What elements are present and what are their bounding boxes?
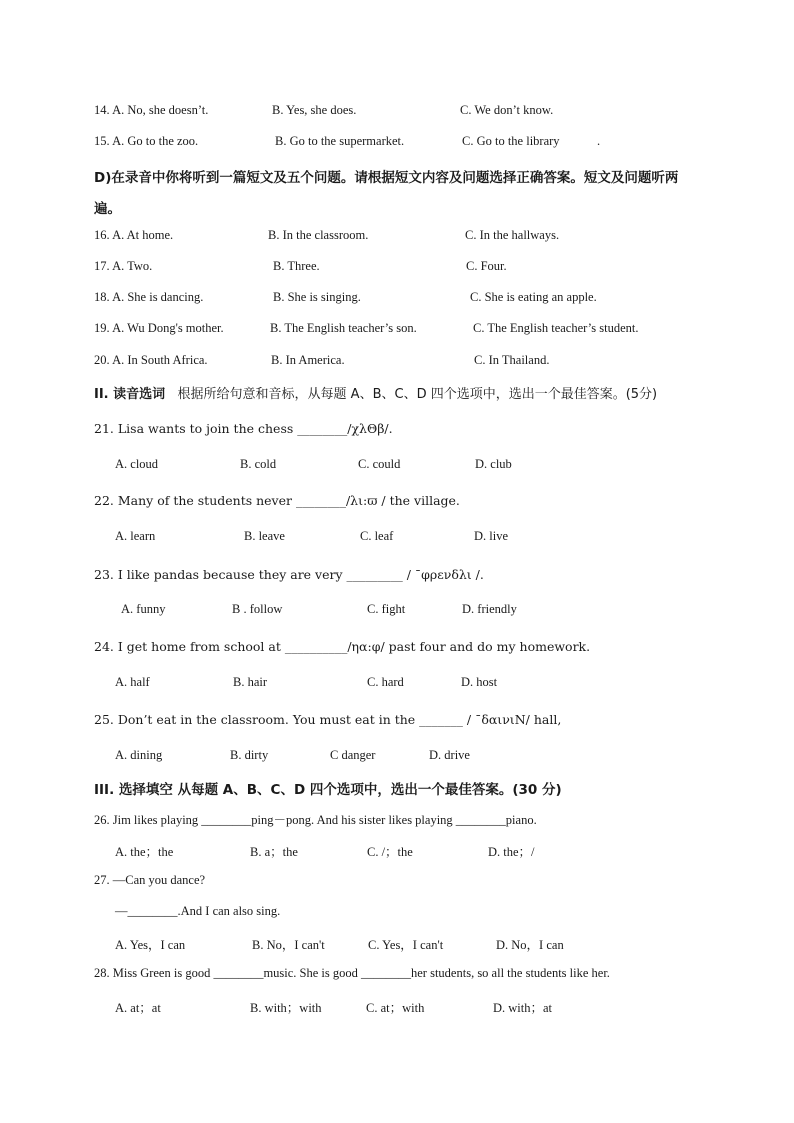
question-21: 21. Lisa wants to join the chess ________/χλΘβ/. xyxy=(94,421,393,436)
question-27-response: —________.And I can also sing. xyxy=(115,904,281,918)
option-d: D. with；at xyxy=(493,1001,553,1015)
question-28: 28. Miss Green is good ________music. She is good ________her students, so all the students like her. xyxy=(94,966,610,980)
option-b: B . follow xyxy=(232,602,283,616)
section-3-heading: III. 选择填空 从每题 A、B、C、D 四个选项中，选出一个最佳答案。(30 分) xyxy=(94,782,562,798)
option-b: B. The English teacher’s son. xyxy=(270,321,417,335)
option-b: B. dirty xyxy=(230,748,269,762)
option-b: B. Yes, she does. xyxy=(272,103,357,117)
option-c: C. /；the xyxy=(367,845,413,859)
option-b: B. leave xyxy=(244,529,285,543)
option-a: A. Yes，I can xyxy=(115,938,186,952)
option-a: A. at；at xyxy=(115,1001,161,1015)
option-b: B. cold xyxy=(240,457,277,471)
option-c: C. could xyxy=(358,457,401,471)
option-a: A. Go to the zoo. xyxy=(112,134,199,148)
option-a: A. half xyxy=(115,675,150,689)
option-a: A. learn xyxy=(115,529,156,543)
option-c: C. In the hallways. xyxy=(465,228,560,242)
option-a: A. dining xyxy=(115,748,163,762)
option-d: D. drive xyxy=(429,748,470,762)
option-d: D. friendly xyxy=(462,602,517,616)
section-d-heading-cont: 遍。 xyxy=(94,201,121,217)
option-c: C. at；with xyxy=(366,1001,425,1015)
option-a: A. Wu Dong's mother. xyxy=(112,321,224,335)
option-c: C. The English teacher’s student. xyxy=(473,321,639,335)
option-c: C. We don’t know. xyxy=(460,103,554,117)
option-c: C. Go to the library xyxy=(462,134,560,148)
option-a: A. cloud xyxy=(115,457,159,471)
option-d: D. club xyxy=(475,457,512,471)
section-d-heading: D)在录音中你将听到一篇短文及五个问题。请根据短文内容及问题选择正确答案。短文及问题听两 xyxy=(94,170,679,186)
option-c: C. She is eating an apple. xyxy=(470,290,597,304)
option-b: B. In America. xyxy=(271,353,345,367)
option-c: C. fight xyxy=(367,602,406,616)
option-b: B. Three. xyxy=(273,259,320,273)
option-b: B. No，I can't xyxy=(252,938,325,952)
option-a: A. She is dancing. xyxy=(112,290,204,304)
question-25: 25. Don’t eat in the classroom. You must eat in the _______ / ¯δαινιΝ/ hall, xyxy=(94,712,562,727)
section-2-heading xyxy=(94,383,657,402)
option-b: B. In the classroom. xyxy=(268,228,369,242)
option-a: A. the；the xyxy=(115,845,174,859)
question-14: 14. A. No, she doesn’t. xyxy=(94,103,209,117)
option-c: C. In Thailand. xyxy=(474,353,550,367)
option-d: D. the；/ xyxy=(488,845,535,859)
question-27: 27. —Can you dance? xyxy=(94,873,206,887)
option-b: B. with；with xyxy=(250,1001,322,1015)
option-b: B. She is singing. xyxy=(273,290,361,304)
option-a: A. No, she doesn’t. xyxy=(112,103,209,117)
option-a: A. At home. xyxy=(112,228,174,242)
question-24: 24. I get home from school at __________/ηα:φ/ past four and do my homework. xyxy=(94,639,591,654)
section-2-desc: 根据所给句意和音标，从每题 A、B、C、D 四个选项中，选出一个最佳答案。(5分) xyxy=(177,387,658,402)
question-20: 20. A. In South Africa. xyxy=(94,353,208,367)
option-a: A. In South Africa. xyxy=(112,353,208,367)
section-2-title: II. 读音选词 xyxy=(94,387,166,402)
question-19: 19. A. Wu Dong's mother. xyxy=(94,321,224,335)
option-c: C. Four. xyxy=(466,259,507,273)
option-a: A. Two. xyxy=(112,259,153,273)
option-b: B. hair xyxy=(233,675,268,689)
option-b: B. Go to the supermarket. xyxy=(275,134,405,148)
question-16: 16. A. At home. xyxy=(94,228,174,242)
question-17: 17. A. Two. xyxy=(94,259,153,273)
option-d: D. No，I can xyxy=(496,938,564,952)
option-c: C. leaf xyxy=(360,529,394,543)
option-c: C. Yes，I can't xyxy=(368,938,444,952)
question-18: 18. A. She is dancing. xyxy=(94,290,204,304)
question-26: 26. Jim likes playing ________ping－pong. And his sister likes playing ________piano. xyxy=(94,813,537,827)
question-23: 23. I like pandas because they are very _________ / ¯φρενδλι /. xyxy=(94,567,484,582)
trailing-dot: . xyxy=(597,134,601,148)
option-d: D. host xyxy=(461,675,498,689)
option-c: C danger xyxy=(330,748,376,762)
option-d: D. live xyxy=(474,529,509,543)
question-15: 15. A. Go to the zoo. xyxy=(94,134,199,148)
option-a: A. funny xyxy=(121,602,166,616)
option-b: B. a；the xyxy=(250,845,298,859)
question-22: 22. Many of the students never ________/λι:ϖ / the village. xyxy=(94,493,460,508)
option-c: C. hard xyxy=(367,675,404,689)
